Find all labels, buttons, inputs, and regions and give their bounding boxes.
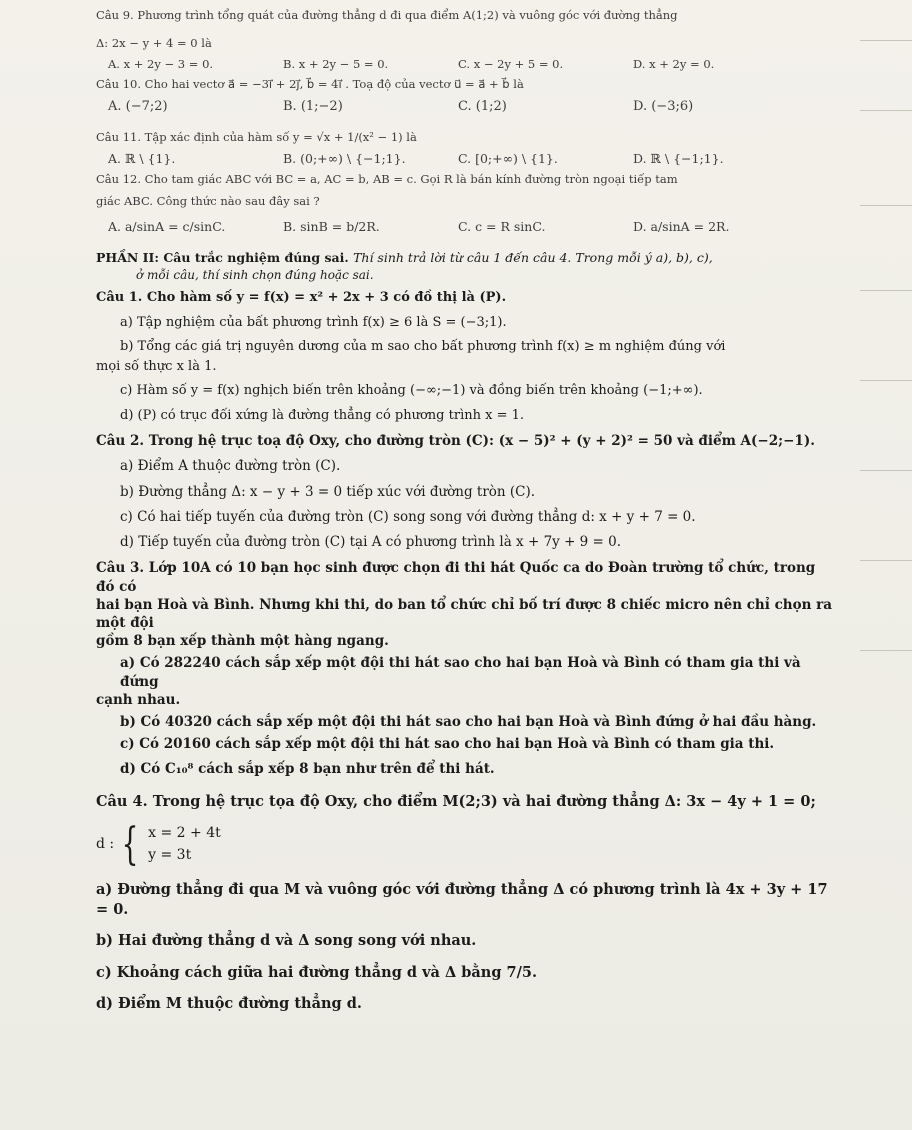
tf-question-3-text-cont: hai bạn Hoà và Bình. Nhưng khi thi, do ban tổ chức chỉ bố trí được 8 chiếc micro nên chỉ chọn ra một đội	[96, 596, 832, 631]
part-2-header	[96, 250, 836, 283]
option-b: B. (0;+∞) \ {−1;1}.	[283, 151, 406, 167]
tf-question-3-text: Câu 3. Lớp 10A có 10 bạn học sinh được chọn đi thi hát Quốc ca do Đoàn trường tổ chức, trong đó có	[96, 560, 816, 595]
tf-question-1	[96, 289, 836, 424]
statement-a: a) Điểm A thuộc đường tròn (C).	[120, 458, 341, 475]
question-11-text: Câu 11. Tập xác định của hàm số y = √x + 1/(x² − 1) là	[96, 129, 417, 144]
tf-question-4-text: Câu 4. Trong hệ trục tọa độ Oxy, cho điểm M(2;3) và hai đường thẳng Δ: 3x − 4y + 1 = 0;	[96, 792, 816, 810]
statement-c: c) Có 20160 cách sắp xếp một đội thi hát sao cho hai bạn Hoà và Bình có tham gia thi.	[120, 736, 775, 753]
ruled-line	[860, 560, 912, 561]
option-a: A. a/sinA = c/sinC.	[108, 219, 226, 235]
document-body	[96, 8, 836, 1026]
question-9-text: Câu 9. Phương trình tổng quát của đường thẳng d đi qua điểm A(1;2) và vuông góc với đường thẳng	[96, 8, 678, 22]
tf-question-1-text: Câu 1. Cho hàm số y = f(x) = x² + 2x + 3 có đồ thị là (P).	[96, 289, 507, 305]
tf-question-2-text: Câu 2. Trong hệ trục toạ độ Oxy, cho đường tròn (C): (x − 5)² + (y + 2)² = 50 và điểm A(−2;−1).	[96, 433, 815, 450]
question-9-line: Δ: 2x − y + 4 = 0 là	[96, 35, 212, 50]
question-9	[96, 8, 836, 73]
question-12-text: Câu 12. Cho tam giác ABC với BC = a, AC = b, AB = c. Gọi R là bán kính đường tròn ngoại tiếp tam	[96, 172, 678, 186]
option-a: A. (−7;2)	[108, 99, 168, 115]
question-9-options	[108, 57, 808, 73]
option-c: C. x − 2y + 5 = 0.	[458, 57, 564, 72]
statement-a: a) Tập nghiệm của bất phương trình f(x) ≥ 6 là S = (−3;1).	[120, 314, 507, 330]
statement-b: b) Tổng các giá trị nguyên dương của m sao cho bất phương trình f(x) ≥ m nghiệm đúng với	[120, 339, 726, 355]
option-d: D. a/sinA = 2R.	[633, 219, 730, 235]
option-b: B. x + 2y − 5 = 0.	[283, 57, 389, 72]
tf-question-3-text-end: gồm 8 bạn xếp thành một hàng ngang.	[96, 633, 389, 650]
option-c: C. [0;+∞) \ {1}.	[458, 151, 558, 167]
ruled-line	[860, 110, 912, 111]
question-10-options	[108, 98, 808, 116]
tf-question-2	[96, 432, 836, 551]
question-11-options	[108, 151, 808, 168]
tf-question-4	[96, 792, 836, 1014]
question-12-line: giác ABC. Công thức nào sau đây sai ?	[96, 193, 320, 208]
option-a: A. x + 2y − 3 = 0.	[108, 57, 214, 72]
option-d: D. x + 2y = 0.	[633, 57, 715, 72]
ruled-line	[860, 290, 912, 291]
part-2-instruction: Thí sinh trả lời từ câu 1 đến câu 4. Trong mỗi ý a), b), c),	[353, 249, 713, 265]
ruled-line	[860, 650, 912, 651]
question-10	[96, 77, 836, 116]
equation-x: x = 2 + 4t	[148, 825, 221, 842]
line-d-system	[96, 818, 836, 870]
statement-c: c) Hàm số y = f(x) nghịch biến trên khoảng (−∞;−1) và đồng biến trên khoảng (−1;+∞).	[120, 383, 703, 399]
ruled-line	[860, 205, 912, 206]
statement-c: c) Khoảng cách giữa hai đường thẳng d và Δ bằng 7/5.	[96, 963, 538, 981]
ruled-line	[860, 380, 912, 381]
option-d: D. (−3;6)	[633, 99, 694, 115]
statement-c: c) Có hai tiếp tuyến của đường tròn (C) song song với đường thẳng d: x + y + 7 = 0.	[120, 508, 696, 525]
statement-a: a) Có 282240 cách sắp xếp một đội thi hát sao cho hai bạn Hoà và Bình có tham gia thi và đứng	[120, 655, 801, 690]
line-d-label: d :	[96, 836, 115, 853]
question-11	[96, 130, 836, 168]
part-2-title: PHẦN II: Câu trắc nghiệm đúng sai.	[96, 249, 349, 265]
part-2-instruction-cont: ở mỗi câu, thí sinh chọn đúng hoặc sai.	[136, 267, 374, 282]
ruled-line	[860, 40, 912, 41]
option-d: D. ℝ \ {−1;1}.	[633, 151, 724, 167]
statement-a-cont: cạnh nhau.	[96, 691, 181, 708]
option-b: B. sinB = b/2R.	[283, 219, 380, 235]
option-c: C. c = R sinC.	[458, 219, 546, 235]
statement-b: b) Hai đường thẳng d và Δ song song với nhau.	[96, 932, 477, 950]
equation-y: y = 3t	[148, 847, 192, 864]
ruled-line	[860, 470, 912, 471]
statement-b: b) Đường thẳng Δ: x − y + 3 = 0 tiếp xúc với đường tròn (C).	[120, 483, 536, 500]
question-12	[96, 172, 836, 236]
statement-d: d) Tiếp tuyến của đường tròn (C) tại A có phương trình là x + 7y + 9 = 0.	[120, 534, 622, 551]
tf-question-3	[96, 559, 836, 777]
statement-d: d) (P) có trục đối xứng là đường thẳng có phương trình x = 1.	[120, 407, 524, 423]
option-c: C. (1;2)	[458, 99, 507, 115]
brace-icon: {	[121, 818, 139, 870]
statement-b: b) Có 40320 cách sắp xếp một đội thi hát sao cho hai bạn Hoà và Bình đứng ở hai đầu hàng.	[120, 714, 817, 731]
option-a: A. ℝ \ {1}.	[108, 151, 176, 167]
question-12-options	[108, 219, 808, 236]
statement-d: d) Có C₁₀⁸ cách sắp xếp 8 bạn như trên để thi hát.	[120, 760, 495, 777]
question-10-text: Câu 10. Cho hai vectơ a⃗ = −3i⃗ + 2j⃗, b⃗ = 4i⃗ . Toạ độ của vectơ u⃗ = a⃗ + b⃗ là	[96, 76, 524, 91]
statement-d: d) Điểm M thuộc đường thẳng d.	[96, 995, 362, 1013]
option-b: B. (1;−2)	[283, 99, 343, 115]
statement-b-cont: mọi số thực x là 1.	[96, 358, 217, 374]
statement-a: a) Đường thẳng đi qua M và vuông góc với đường thẳng Δ có phương trình là 4x + 3y + 17 = 0.	[96, 881, 828, 918]
parametric-equations	[148, 821, 221, 868]
